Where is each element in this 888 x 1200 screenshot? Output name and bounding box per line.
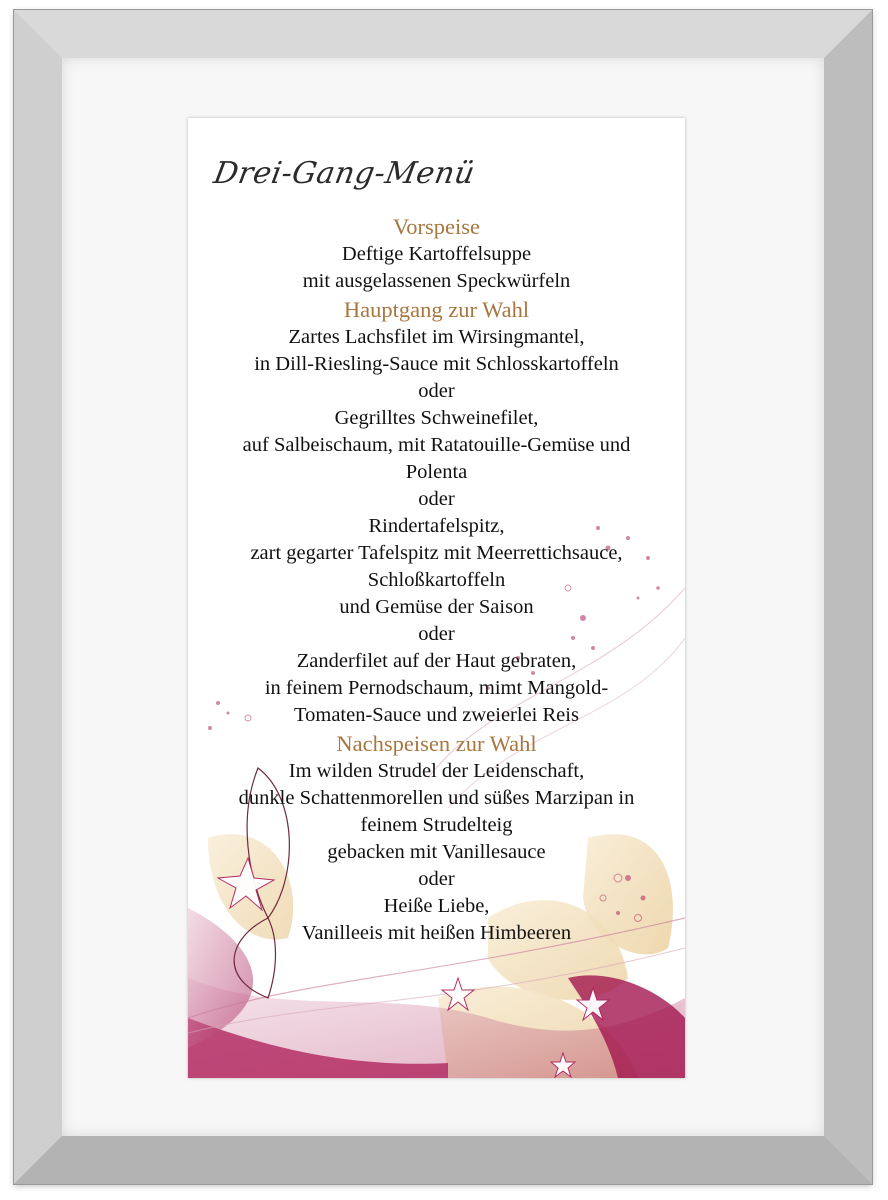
menu-line: Schloßkartoffeln xyxy=(367,569,506,591)
menu-content xyxy=(188,212,685,947)
menu-line: Polenta xyxy=(405,461,468,483)
menu-line: oder xyxy=(418,623,455,645)
menu-line: in feinem Pernodschaum, mimt Mangold- xyxy=(264,677,609,699)
menu-line: Rindertafelspitz, xyxy=(368,515,505,537)
section-heading-hauptgang: Hauptgang zur Wahl xyxy=(343,297,530,322)
menu-line: mit ausgelassenen Speckwürfeln xyxy=(302,270,571,292)
menu-line: Deftige Kartoffelsuppe xyxy=(341,243,532,265)
menu-line: Zanderfilet auf der Haut gebraten, xyxy=(296,650,577,672)
menu-line: Gegrilltes Schweinefilet, xyxy=(334,407,539,429)
menu-line: dunkle Schattenmorellen und süßes Marzipan in xyxy=(238,787,635,809)
menu-line: oder xyxy=(418,868,455,890)
menu-line: gebacken mit Vanillesauce xyxy=(327,841,546,863)
menu-card xyxy=(188,118,685,1078)
menu-title: Drei-Gang-Menü xyxy=(210,156,478,191)
section-heading-nachspeisen: Nachspeisen zur Wahl xyxy=(336,731,537,756)
menu-line: Heiße Liebe, xyxy=(383,895,490,917)
menu-line: Tomaten-Sauce und zweierlei Reis xyxy=(294,704,579,726)
section-heading-vorspeise: Vorspeise xyxy=(392,214,481,239)
menu-line: oder xyxy=(418,488,455,510)
menu-line: Zartes Lachsfilet im Wirsingmantel, xyxy=(288,326,585,348)
menu-line: Im wilden Strudel der Leidenschaft, xyxy=(288,760,585,782)
menu-line: auf Salbeischaum, mit Ratatouille-Gemüse und xyxy=(242,434,631,456)
menu-line: in Dill-Riesling-Sauce mit Schlosskartoffeln xyxy=(254,353,619,375)
menu-line: und Gemüse der Saison xyxy=(339,596,534,618)
menu-line: oder xyxy=(418,380,455,402)
menu-line: feinem Strudelteig xyxy=(360,814,513,836)
menu-line: zart gegarter Tafelspitz mit Meerrettichsauce, xyxy=(250,542,623,564)
menu-line: Vanilleeis mit heißen Himbeeren xyxy=(301,922,572,944)
